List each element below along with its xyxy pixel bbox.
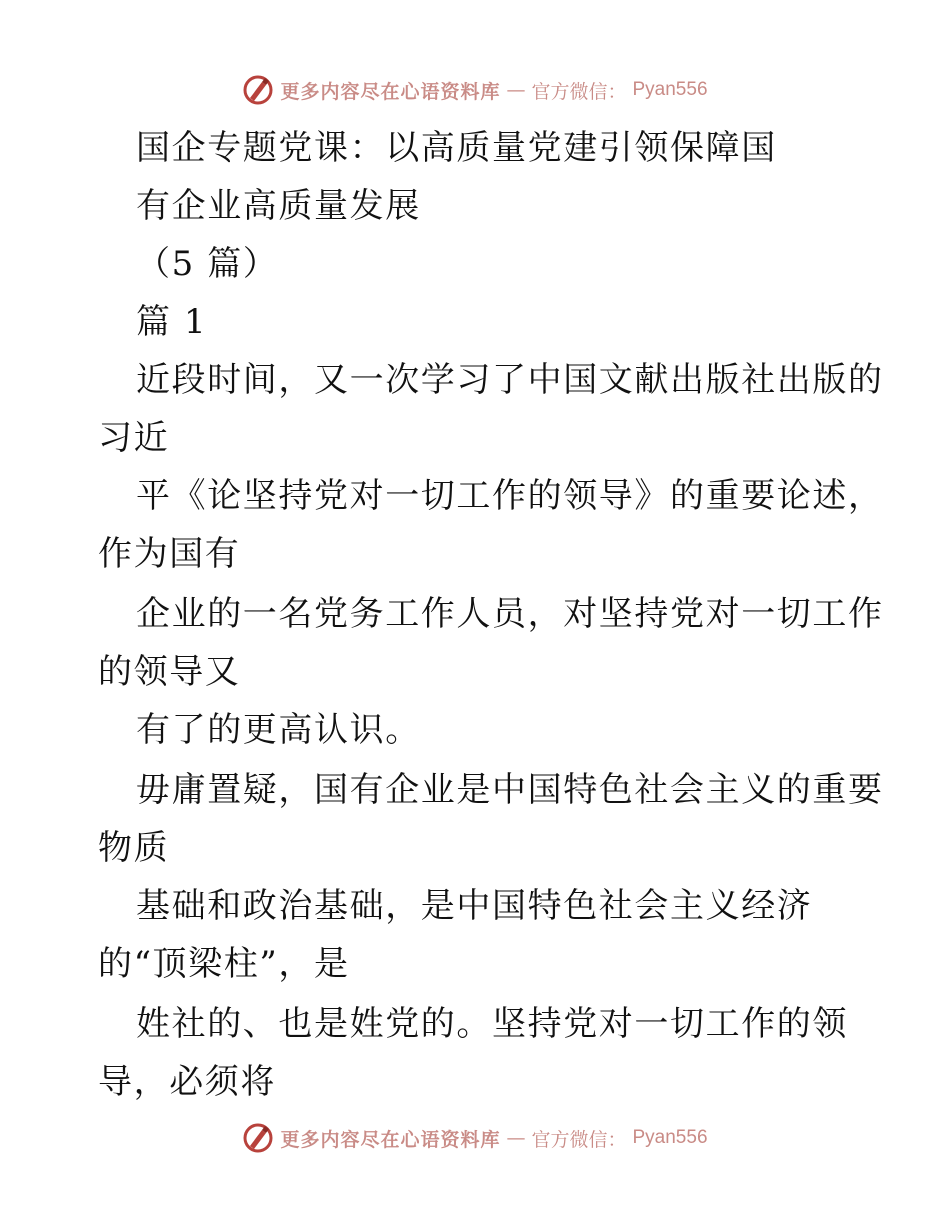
paragraph-line: 有了的更高认识。 xyxy=(136,710,421,750)
paragraph-line: 基础和政治基础，是中国特色社会主义经济 xyxy=(136,886,813,926)
pen-logo-icon xyxy=(242,1122,274,1154)
paragraph-line: 企业的一名党务工作人员，对坚持党对一切工作 xyxy=(136,594,884,634)
banner-dash: — xyxy=(506,1127,526,1149)
paragraph-line: 近段时间，又一次学习了中国文献出版社出版的 xyxy=(136,360,884,400)
banner-dash: — xyxy=(506,79,526,101)
banner-wechat-label: 官方微信： xyxy=(531,80,627,103)
banner-text: 更多内容尽在心语资料库 xyxy=(280,1128,501,1151)
paragraph-line: 的“顶梁柱”，是 xyxy=(98,944,350,984)
title-line-1: 国企专题党课：以高质量党建引领保障国 xyxy=(136,128,777,168)
paragraph-line: 平《论坚持党对一切工作的领导》的重要论述， xyxy=(136,476,884,516)
title-line-2: 有企业高质量发展 xyxy=(136,186,421,226)
footer-banner xyxy=(0,1118,950,1158)
paragraph-line: 的领导又 xyxy=(98,652,241,692)
article-count: （5 篇） xyxy=(136,244,279,284)
paragraph-line: 姓社的、也是姓党的。坚持党对一切工作的领 xyxy=(136,1004,848,1044)
paragraph-line: 导，必须将 xyxy=(98,1062,276,1102)
banner-wechat-id: Pyan556 xyxy=(632,79,708,100)
banner-wechat-id: Pyan556 xyxy=(632,1127,708,1148)
paragraph-line: 习近 xyxy=(98,418,170,458)
pen-logo-icon xyxy=(242,74,274,106)
header-banner xyxy=(0,70,950,110)
banner-text: 更多内容尽在心语资料库 xyxy=(280,80,501,103)
banner-wechat-label: 官方微信： xyxy=(531,1128,627,1151)
paragraph-line: 物质 xyxy=(98,828,170,868)
paragraph-line: 毋庸置疑，国有企业是中国特色社会主义的重要 xyxy=(136,770,884,810)
section-heading: 篇 1 xyxy=(136,302,208,342)
paragraph-line: 作为国有 xyxy=(98,534,241,574)
